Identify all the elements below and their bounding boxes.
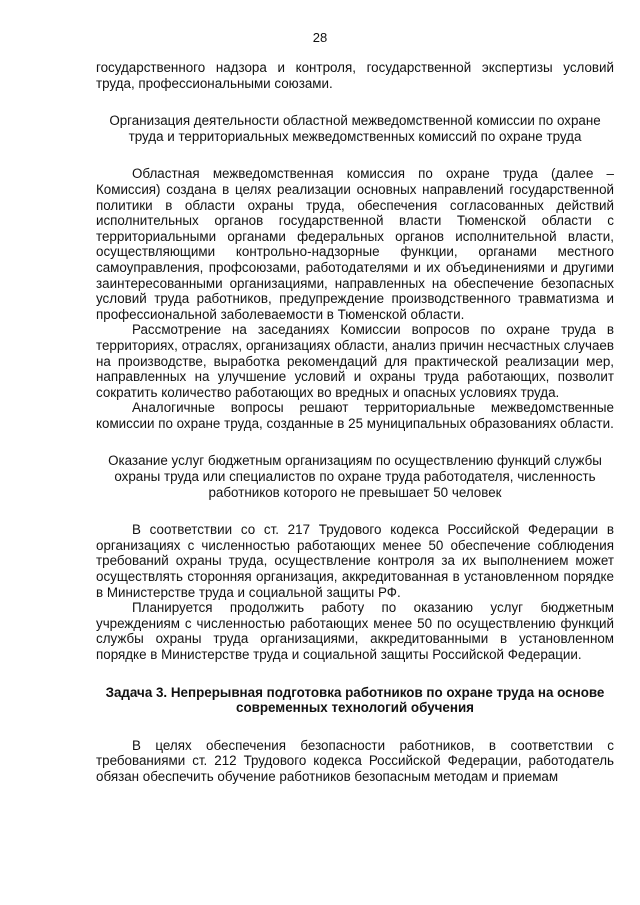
page-content — [96, 60, 614, 785]
spacer — [96, 500, 614, 522]
continued-paragraph: государственного надзора и контроля, государственной экспертизы условий труда, профессиональными союзами. — [96, 60, 614, 91]
section-heading-services: Оказание услуг бюджетным организациям по осуществлению функций службы охраны труда или специалистов по охране труда работодателя, численность работников которого не превышает 50 человек — [108, 453, 602, 500]
spacer — [96, 431, 614, 453]
paragraph-commission-purpose: Областная межведомственная комиссия по охране труда (далее – Комиссия) создана в целях реализации основных направлений государственной политики в области охраны труда, обеспечения согласованных действий исполнительных органов государственной власти Тюменской области с территориальными органами федеральных органов исполнительной власти, осуществляющими контрольно-надзорные функции, органами местного самоуправления, профсоюзами, работодателями и их объединениями и другими заинтересованными организациями, направленных на обеспечение безопасных условий труда работников, предупреждение производственного травматизма и профессиональной заболеваемости в Тюменской области. — [96, 166, 614, 322]
spacer — [96, 716, 614, 738]
paragraph-territorial-commissions: Аналогичные вопросы решают территориальные межведомственные комиссии по охране труда, созданные в 25 муниципальных образованиях области. — [96, 400, 614, 431]
section-heading-commission: Организация деятельности областной межведомственной комиссии по охране труда и территориальных межведомственных комиссий по охране труда — [109, 113, 601, 144]
spacer — [96, 663, 614, 685]
paragraph-article-217: В соответствии со ст. 217 Трудового кодекса Российской Федерации в организациях с численностью работающих менее 50 обеспечение соблюдения требований охраны труда, осуществление контроля за их выполнением может осуществлять сторонняя организация, аккредитованная в установленном порядке в Министерстве труда и социальной защиты РФ. — [96, 522, 614, 600]
task-heading: Задача 3. Непрерывная подготовка работников по охране труда на основе современных технологий обучения — [105, 684, 605, 716]
paragraph-article-212: В целях обеспечения безопасности работников, в соответствии с требованиями ст. 212 Трудового кодекса Российской Федерации, работодатель обязан обеспечить обучение работников безопасным методам и приемам — [96, 737, 614, 784]
paragraph-planned-services: Планируется продолжить работу по оказанию услуг бюджетным учреждениям с численностью работающих менее 50 по осуществлению функций службы охраны труда организациями, аккредитованными в установленном порядке в Министерстве труда и социальной защиты Российской Федерации. — [96, 600, 614, 662]
spacer — [96, 144, 614, 166]
page-number: 28 — [312, 30, 328, 45]
paragraph-commission-meetings: Рассмотрение на заседаниях Комиссии вопросов по охране труда в территориях, отраслях, организациях области, анализ причин несчастных случаев на производстве, выработка рекомендаций для практической реализации мер, направленных на улучшение условий и охраны труда работающих, позволит сократить количество работающих во вредных и опасных условиях труда. — [96, 322, 614, 400]
spacer — [96, 91, 614, 113]
